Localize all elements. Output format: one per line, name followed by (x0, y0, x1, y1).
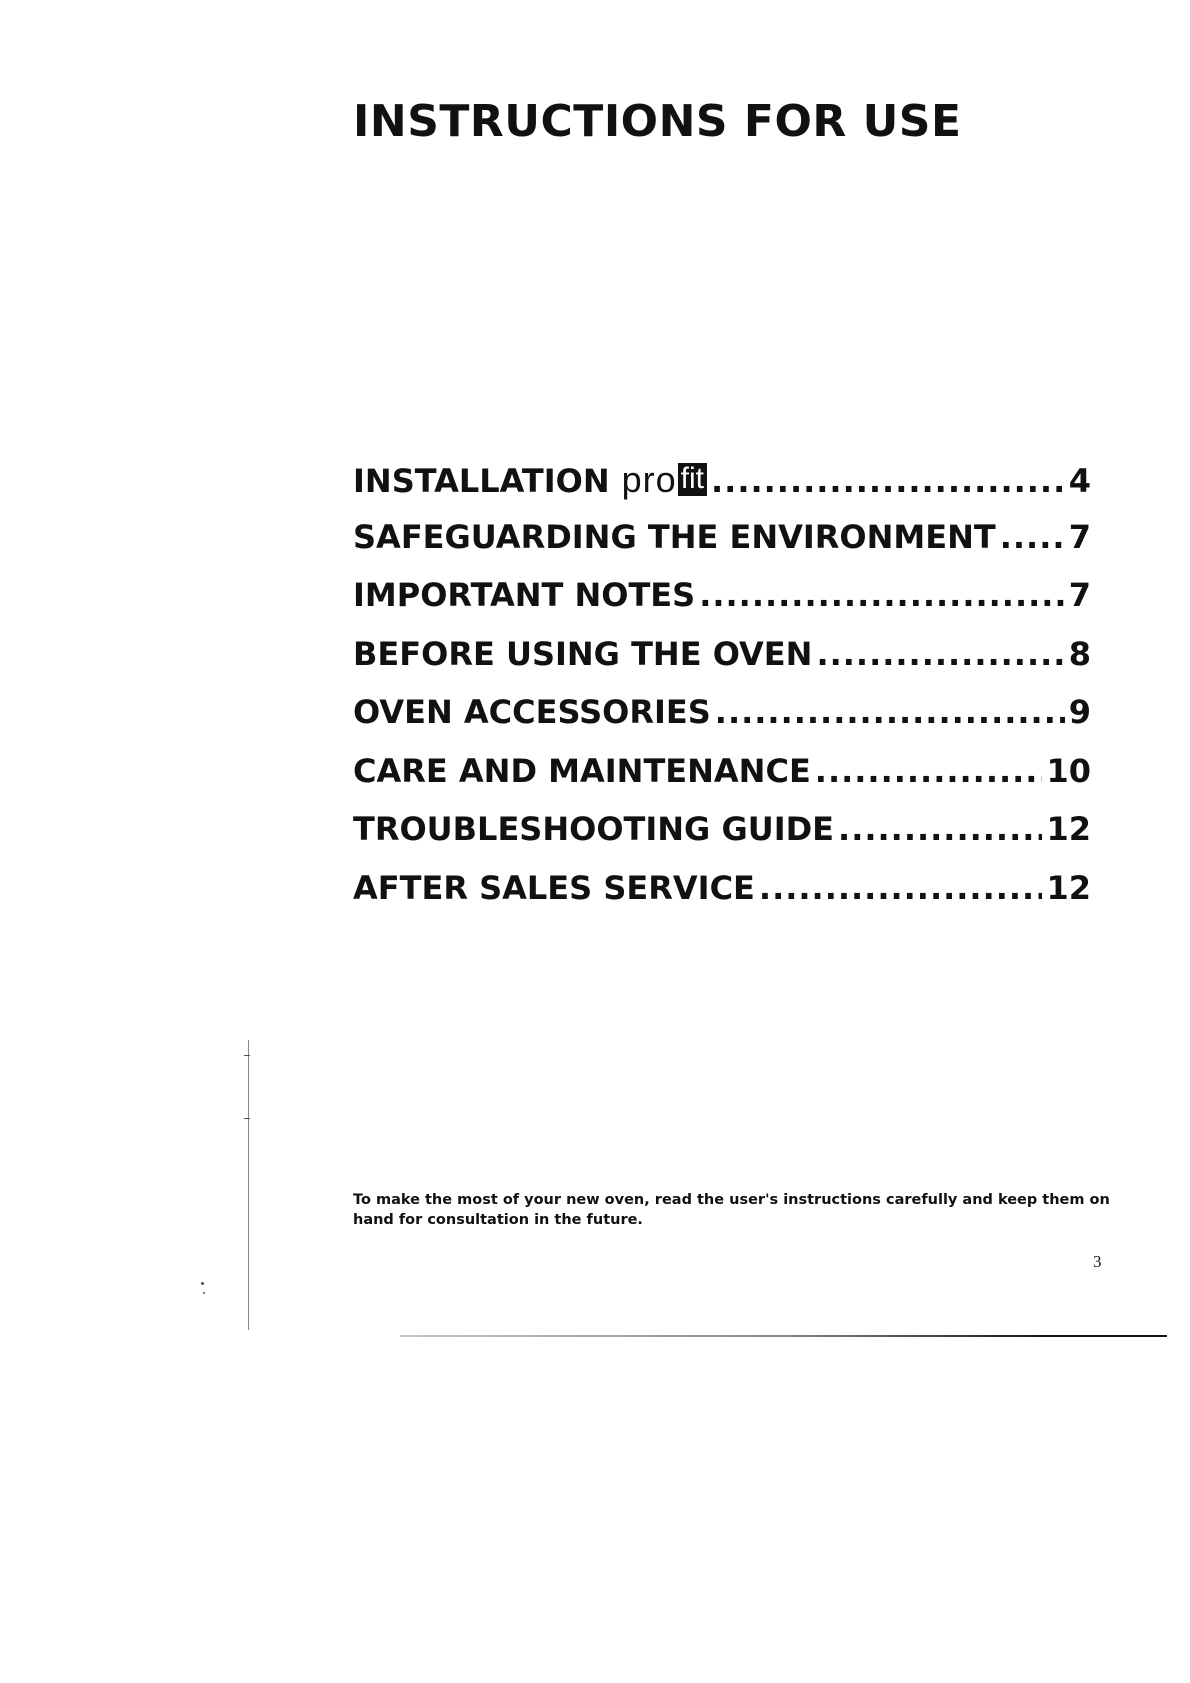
footer-note: To make the most of your new oven, read the user's instructions carefully and keep them on hand for consultation in the future. (353, 1192, 1110, 1228)
toc-leader-dots (1000, 521, 1065, 553)
toc-entry-care[interactable] (353, 751, 1091, 814)
logo-fit-text: fit (678, 463, 707, 496)
toc-page-number: 12 (1046, 868, 1091, 907)
margin-tick (244, 1055, 250, 1056)
toc-label: TROUBLESHOOTING GUIDE (353, 810, 835, 848)
toc-page-number: 8 (1068, 634, 1091, 673)
toc-page-number: 10 (1046, 751, 1091, 790)
toc-page-number: 7 (1068, 517, 1091, 556)
toc-leader-dots (759, 872, 1043, 904)
scan-speck (203, 1292, 205, 1294)
toc-page-number: 7 (1068, 576, 1091, 614)
toc-entry-before-using[interactable] (353, 634, 1091, 697)
table-of-contents (353, 459, 1091, 930)
toc-leader-dots (711, 465, 1065, 497)
bottom-rule (400, 1335, 1167, 1337)
toc-entry-after-sales[interactable] (353, 868, 1091, 931)
scan-speck (201, 1282, 204, 1285)
page-title: INSTRUCTIONS FOR USE (353, 96, 962, 147)
toc-leader-dots (715, 696, 1065, 728)
toc-leader-dots (838, 813, 1042, 845)
profit-logo (621, 459, 707, 500)
margin-tick (244, 1118, 250, 1119)
toc-label: IMPORTANT NOTES (353, 576, 696, 614)
page-number: 3 (1093, 1252, 1102, 1271)
toc-page-number: 12 (1046, 810, 1091, 848)
toc-label: CARE AND MAINTENANCE (353, 751, 811, 790)
toc-leader-dots (816, 638, 1064, 670)
toc-label: INSTALLATION (353, 462, 610, 500)
toc-label: OVEN ACCESSORIES (353, 693, 711, 731)
toc-entry-environment[interactable] (353, 517, 1091, 580)
toc-page-number: 4 (1068, 462, 1091, 500)
logo-pro-text: pro (621, 459, 677, 500)
toc-entry-troubleshooting[interactable] (353, 810, 1091, 872)
toc-leader-dots (699, 579, 1065, 611)
toc-entry-important-notes[interactable] (353, 576, 1091, 638)
binding-margin-line (248, 1040, 249, 1330)
toc-page-number: 9 (1068, 693, 1091, 731)
toc-label: BEFORE USING THE OVEN (353, 634, 813, 673)
toc-leader-dots (815, 755, 1043, 787)
toc-label: AFTER SALES SERVICE (353, 868, 755, 907)
toc-label: SAFEGUARDING THE ENVIRONMENT (353, 517, 996, 556)
toc-entry-accessories[interactable] (353, 693, 1091, 755)
toc-entry-installation[interactable] (353, 459, 1091, 521)
